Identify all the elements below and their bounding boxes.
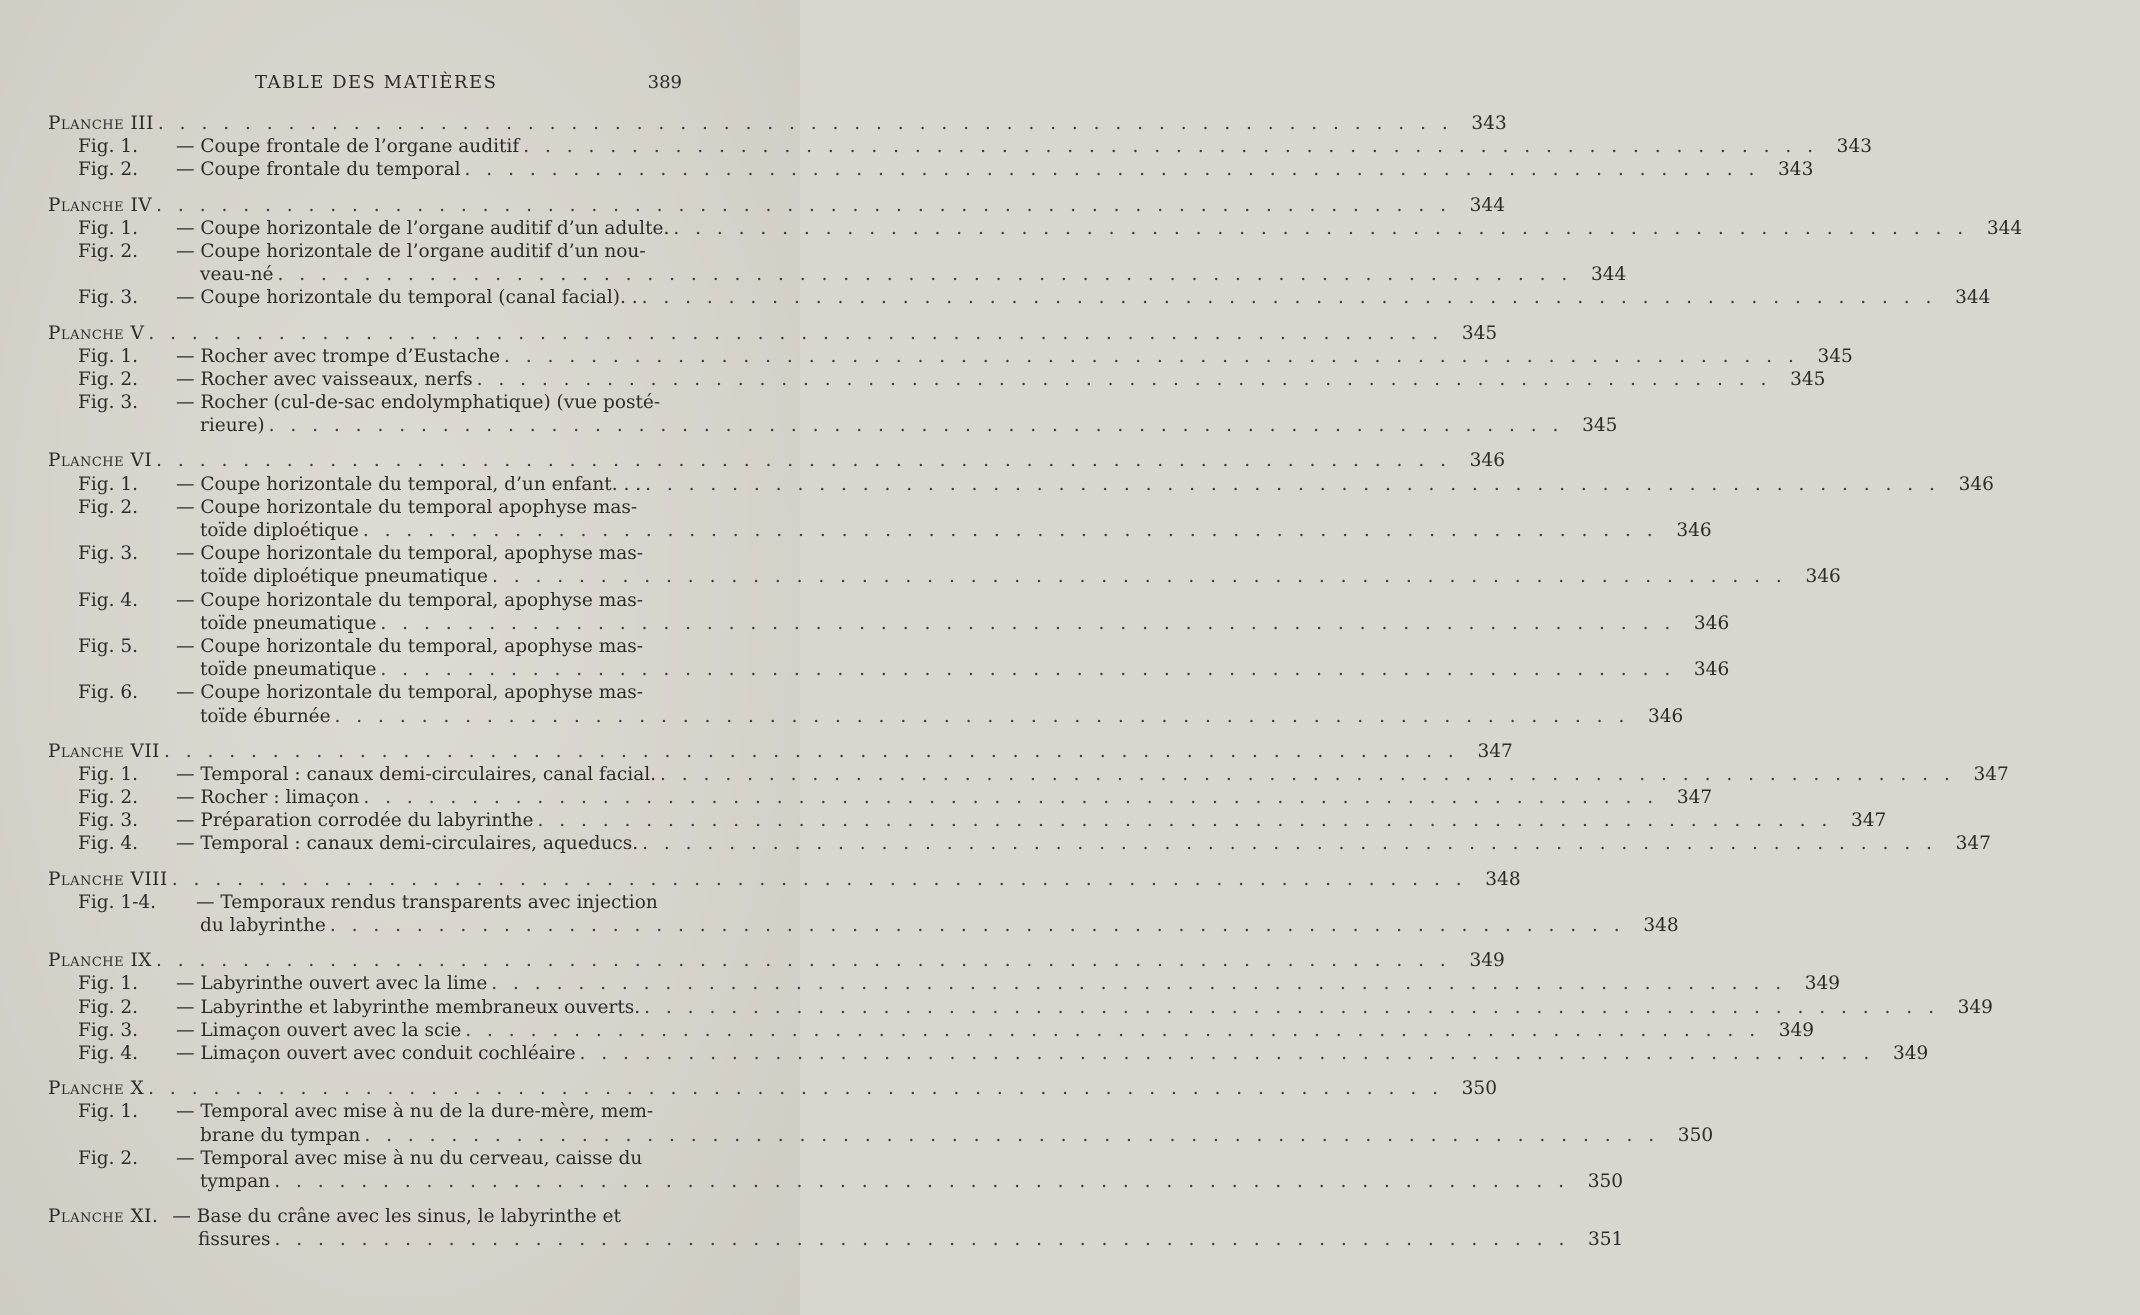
figure-label: Fig. 4. — [78, 589, 139, 611]
entry-description: fissures — [198, 1229, 271, 1251]
figure-label: Fig. 1-4. — [78, 891, 157, 913]
page-number: 389 — [647, 72, 682, 93]
figure-label: Fig. 1. — [78, 345, 139, 367]
entry-page-number: 350 — [1677, 1124, 1714, 1146]
toc-entry-line — [0, 705, 1684, 728]
entry-page-number: 344 — [1469, 194, 1505, 216]
entry-page-number: 349 — [1893, 1042, 1929, 1064]
entry-description: — Labyrinthe et labyrinthe membraneux ouverts. — [176, 996, 641, 1018]
dot-leader — [363, 786, 1658, 809]
entry-description: — Coupe horizontale du temporal, apophyse mas- — [176, 682, 644, 704]
toc-entry-line — [0, 996, 1993, 1019]
toc-section-line — [0, 449, 1505, 472]
section-gap — [0, 728, 800, 740]
toc-entry-line — [0, 345, 1853, 368]
toc-entry-line — [0, 1042, 1929, 1065]
dot-leader — [156, 194, 1451, 217]
entry-description: — Coupe horizontale de l’organe auditif d’un nou- — [176, 240, 646, 262]
toc-entry-line — [0, 542, 878, 565]
section-gap — [0, 856, 800, 868]
entry-description: du labyrinthe — [200, 915, 326, 936]
dot-leader — [477, 368, 1772, 391]
entry-description: — Temporaux rendus transparents avec injection — [196, 891, 658, 913]
entry-page-number: 346 — [1648, 705, 1684, 727]
entry-description: toïde diploétique — [200, 520, 359, 541]
entry-description: — Coupe horizontale du temporal apophyse mas- — [176, 496, 638, 518]
plate-label: Planche V — [48, 322, 145, 344]
toc-entry-line — [0, 368, 1826, 391]
dot-leader — [523, 135, 1818, 158]
entry-description: — Rocher (cul-de-sac endolymphatique) (vue posté- — [176, 392, 661, 414]
entry-page-number: 344 — [1590, 264, 1627, 286]
toc-entry-line — [0, 763, 2009, 786]
dot-leader — [274, 1170, 1569, 1193]
entry-page-number: 347 — [1477, 740, 1513, 762]
entry-description: — Temporal : canaux demi-circulaires, canal facial. — [176, 763, 657, 785]
plate-label: Planche VIII — [48, 868, 168, 890]
entry-description: — Temporal avec mise à nu de la dure-mère, mem- — [176, 1101, 654, 1123]
entry-page-number: 350 — [1461, 1078, 1497, 1100]
entry-page-number: 346 — [1958, 473, 1994, 495]
toc-entry-line — [0, 1019, 1815, 1042]
figure-label: Fig. 3. — [78, 392, 139, 414]
dot-leader — [660, 763, 1955, 786]
figure-label: Fig. 1. — [78, 1101, 139, 1123]
toc-entry-line — [0, 519, 1712, 542]
figure-label: Fig. 1. — [78, 973, 139, 995]
entry-page-number: 345 — [1461, 322, 1498, 344]
dot-leader — [644, 996, 1939, 1019]
toc-entry-line — [0, 217, 2023, 240]
entry-page-number: 349 — [1469, 950, 1505, 972]
dot-leader — [330, 914, 1625, 937]
figure-label: Fig. 2. — [78, 996, 139, 1018]
toc-entry-line — [0, 658, 1730, 681]
dot-leader — [269, 414, 1564, 437]
entry-page-number: 349 — [1804, 973, 1841, 995]
dot-leader — [645, 473, 1940, 496]
toc-entry-line — [0, 612, 1730, 635]
toc-entry-line — [0, 1147, 878, 1170]
toc-entry-line — [0, 473, 1994, 496]
entry-page-number: 346 — [1805, 566, 1841, 588]
entry-description: tympan — [200, 1170, 271, 1192]
dot-leader — [491, 972, 1786, 995]
toc-entry-line — [0, 589, 878, 612]
entry-description: — Limaçon ouvert avec la scie — [176, 1019, 462, 1041]
entry-page-number: 347 — [1676, 787, 1713, 809]
entry-page-number: 347 — [1850, 810, 1887, 832]
entry-description: — Rocher avec vaisseaux, nerfs — [176, 368, 473, 390]
dot-leader — [380, 658, 1675, 681]
entry-page-number: 349 — [1778, 1019, 1815, 1041]
dot-leader — [164, 740, 1459, 763]
dot-leader — [156, 449, 1451, 472]
section-gap — [0, 182, 800, 194]
toc-entry-line — [0, 832, 1991, 855]
dot-leader — [580, 1042, 1875, 1065]
dot-leader — [364, 1124, 1659, 1147]
dot-leader — [504, 345, 1799, 368]
entry-description: brane du tympan — [200, 1124, 361, 1146]
figure-label: Fig. 2. — [78, 496, 139, 518]
figure-label: Fig. 1. — [78, 136, 139, 158]
figure-label: Fig. 4. — [78, 833, 139, 855]
plate-label: Planche X — [48, 1078, 145, 1100]
entry-page-number: 343 — [1836, 136, 1872, 158]
toc-entry-line — [0, 1124, 1714, 1147]
entry-page-number: 350 — [1587, 1170, 1624, 1192]
entry-description: — Coupe horizontale du temporal, apophyse mas- — [176, 543, 644, 565]
plate-label: Planche VII — [48, 740, 160, 762]
figure-label: Fig. 3. — [78, 810, 139, 832]
toc-entry-line — [0, 809, 1887, 832]
dot-leader — [537, 809, 1832, 832]
plate-label: Planche III — [48, 113, 154, 134]
figure-label: Fig. 2. — [78, 1147, 139, 1169]
figure-label: Fig. 6. — [78, 682, 139, 704]
entry-page-number: 347 — [1955, 833, 1991, 855]
entry-page-number: 346 — [1693, 659, 1730, 681]
entry-description: — Labyrinthe ouvert avec la lime — [176, 973, 488, 995]
figure-label: Fig. 2. — [78, 787, 139, 809]
entry-description: — Rocher : limaçon — [176, 787, 360, 809]
entry-page-number: 347 — [1973, 763, 2009, 785]
entry-description: rieure) — [200, 415, 265, 437]
dot-leader — [492, 565, 1787, 588]
entry-description: toïde diploétique pneumatique — [200, 566, 488, 588]
entry-page-number: 345 — [1582, 415, 1618, 437]
toc-entry-line — [0, 391, 878, 414]
figure-label: Fig. 1. — [78, 473, 139, 495]
dot-leader — [275, 1228, 1570, 1251]
figure-label: Fig. 3. — [78, 1019, 139, 1041]
section-gap — [0, 1065, 800, 1077]
toc-entry-line — [0, 972, 1841, 995]
figure-label: Fig. 2. — [78, 159, 139, 181]
entry-description: veau-né — [200, 264, 274, 286]
entry-description: — Base du crâne avec les sinus, le labyrinthe et — [172, 1206, 621, 1228]
section-gap — [0, 310, 800, 322]
entry-description: toïde pneumatique — [200, 612, 377, 634]
plate-label: Planche IV — [48, 194, 153, 216]
plate-label: Planche VI — [48, 450, 153, 472]
entry-page-number: 346 — [1693, 612, 1730, 634]
entry-page-number: 349 — [1957, 996, 1993, 1018]
dot-leader — [277, 263, 1572, 286]
toc-section-line — [0, 322, 1498, 345]
toc-section-line — [0, 868, 1521, 891]
entry-description: — Coupe horizontale du temporal (canal facial). . — [176, 287, 638, 309]
entry-page-number: 345 — [1790, 368, 1826, 390]
toc-entry-line — [0, 786, 1713, 809]
entry-description: — Coupe frontale du temporal — [176, 159, 461, 181]
section-gap — [0, 937, 800, 949]
dot-leader — [156, 949, 1451, 972]
toc-entry-line — [0, 286, 1991, 309]
dot-leader — [335, 705, 1630, 728]
dot-leader — [148, 322, 1443, 345]
entry-page-number: 343 — [1778, 159, 1814, 181]
dot-leader — [465, 158, 1760, 181]
toc-entry-line — [0, 135, 1872, 158]
entry-description: — Rocher avec trompe d’Eustache — [176, 345, 501, 367]
entry-description: — Coupe horizontale du temporal, d’un enfant. . . — [176, 473, 642, 495]
plate-label: Planche IX — [48, 950, 152, 972]
dot-leader — [172, 868, 1467, 891]
entry-page-number: 345 — [1817, 345, 1853, 367]
figure-label: Fig. 2. — [78, 240, 139, 262]
figure-label: Fig. 3. — [78, 287, 139, 309]
entry-description: — Limaçon ouvert avec conduit cochléaire — [176, 1042, 576, 1064]
entry-page-number: 351 — [1588, 1229, 1624, 1251]
figure-label: Fig. 1. — [78, 217, 139, 239]
figure-label: Fig. 2. — [78, 368, 139, 390]
toc-entry-line — [0, 914, 1679, 937]
entry-description: — Coupe horizontale du temporal, apophyse mas- — [176, 635, 644, 657]
entry-page-number: 344 — [1986, 217, 2023, 239]
entry-description: toïde éburnée — [200, 705, 331, 727]
dot-leader — [642, 832, 1937, 855]
entry-description: toïde pneumatique — [200, 659, 377, 681]
entry-page-number: 348 — [1485, 868, 1521, 890]
toc-section-line — [0, 1205, 848, 1228]
entry-description: — Préparation corrodée du labyrinthe — [176, 810, 534, 832]
dot-leader — [158, 112, 1453, 135]
entry-page-number: 346 — [1676, 520, 1712, 541]
toc-entry-line — [0, 681, 878, 704]
entry-page-number: 346 — [1469, 450, 1505, 472]
entry-description: — Temporal : canaux demi-circulaires, aqueducs. — [176, 833, 639, 855]
toc-entry-line — [0, 891, 878, 914]
dot-leader — [363, 519, 1658, 542]
entry-page-number: 348 — [1643, 915, 1679, 936]
figure-label: Fig. 3. — [78, 543, 139, 565]
dot-leader — [465, 1019, 1760, 1042]
toc-entry-line — [0, 158, 1814, 181]
toc-entry-line — [0, 263, 1627, 286]
entry-description: — Coupe horizontale du temporal, apophyse mas- — [176, 589, 644, 611]
toc-entry-line — [0, 635, 878, 658]
toc-entry-line — [0, 565, 1841, 588]
entry-description: — Temporal avec mise à nu du cerveau, caisse du — [176, 1147, 643, 1169]
toc-entry-line — [0, 496, 878, 519]
entry-description: — Coupe horizontale de l’organe auditif d’un adulte. — [176, 217, 670, 239]
figure-label: Fig. 1. — [78, 763, 139, 785]
toc-section-line — [0, 112, 1507, 135]
page-header — [0, 72, 800, 100]
entry-page-number: 343 — [1471, 113, 1507, 134]
toc-entry-line — [0, 414, 1618, 437]
dot-leader — [673, 217, 1968, 240]
dot-leader — [380, 612, 1675, 635]
table-of-contents — [0, 112, 2023, 1251]
toc-section-line — [0, 1077, 1497, 1100]
toc-entry-line — [0, 1100, 878, 1123]
dot-leader — [642, 286, 1937, 309]
toc-entry-line — [0, 1228, 1624, 1251]
figure-label: Fig. 4. — [78, 1042, 139, 1064]
toc-entry-line — [0, 240, 878, 263]
running-title: TABLE DES MATIÈRES — [255, 72, 498, 93]
entry-description: — Coupe frontale de l’organe auditif — [176, 136, 520, 158]
entry-page-number: 344 — [1955, 287, 1991, 309]
toc-section-line — [0, 740, 1513, 763]
toc-section-line — [0, 949, 1505, 972]
plate-label: Planche XI. — [48, 1206, 159, 1228]
section-gap — [0, 1193, 800, 1205]
section-gap — [0, 437, 800, 449]
figure-label: Fig. 5. — [78, 635, 139, 657]
dot-leader — [148, 1077, 1443, 1100]
toc-entry-line — [0, 1170, 1624, 1193]
toc-section-line — [0, 194, 1505, 217]
